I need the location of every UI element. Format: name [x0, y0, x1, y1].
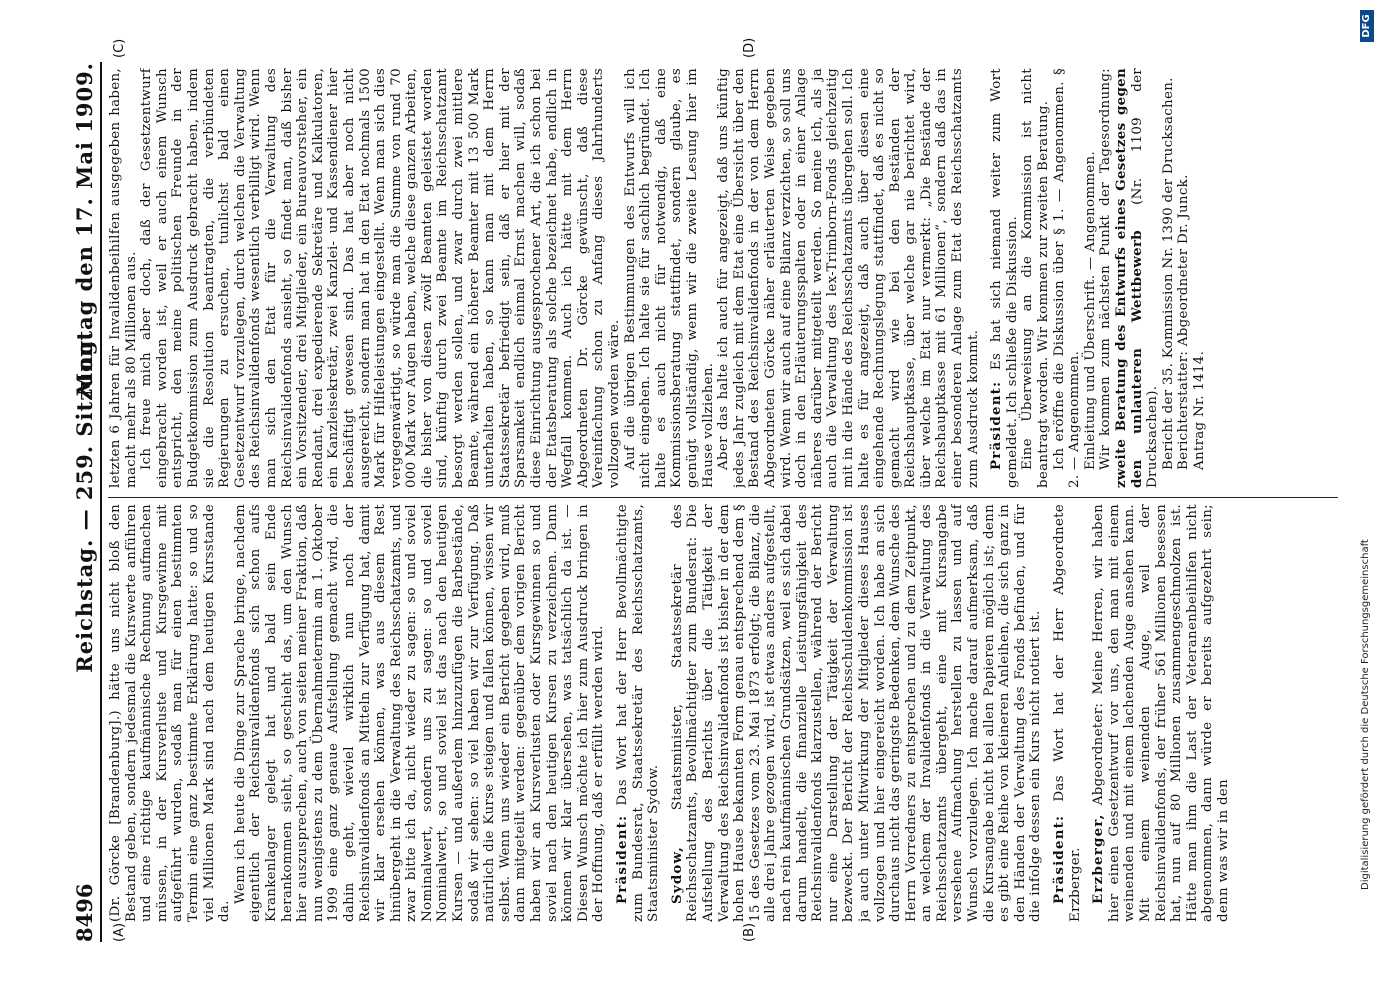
speaker-label: Präsident:: [988, 380, 1005, 470]
margin-marker-c: (C): [112, 38, 127, 58]
speech-paragraph: [989, 68, 1020, 488]
paragraph: Ich freue mich aber doch, daß der Gesetzentwurf eingebracht worden ist, weil er auch einem Wunsch entspricht, den meine politischen Freunde in der Budgetkommission zum Ausdruck gebracht haben, indem sie die Resolution beantragten, die verbündeten Regierungen zu ersuchen, tunlichst bald einen Gesetzentwurf vorzulegen, durch welchen die Verwaltung des Reichsinvalidenfonds wesentlich verbilligt wird. Wenn man sich den Etat für die Verwaltung des Reichsinvalidenfonds ansieht, so findet man, daß bisher ein Vorsitzender, drei Mitglieder, ein Bureauvorsteher, ein Rendant, drei expedierende Sekretäre und Kalkulatoren, ein Kanzleisekretär, zwei Kanzlei- und Kassendiener hier beschäftigt gewesen sind. Das hat aber noch nicht ausgereicht, sondern man hat in den Etat nochmals 1500 Mark für Hilfeleistungen eingestellt. Wenn man sich dies vergegenwärtigt, so würde man die Summe von rund 70 000 Mark vor Augen haben, welche diese ganzen Arbeiten, die bisher von diesen zwölf Beamten geleistet worden sind, künftig durch zwei Beamte im Reichsschatzamt besorgt werden sollen, und zwar durch zwei mittlere Beamte, während ein höherer Beamter mit 13 500 Mark unterhalten haben, so kann man mit dem Herrn Staatssekretär befriedigt sein, daß er hier mit der Sparsamkeit endlich einmal Ernst machen will, sodaß diese Einrichtung ausgesprochener Art, die ich schon bei der Etatsberatung als solche bezeichnet habe, endlich in Wegfall kommen. Auch ich hätte mit dem Herrn Abgeordneten Dr. Görcke gewünscht, daß diese Vereinfachung schon zu Anfang dieses Jahrhunderts vollzogen worden wäre.: [139, 68, 622, 488]
page-header: [70, 62, 102, 942]
speech-text: Das Wort hat der Herr Abgeordnete Erzberger.: [1052, 504, 1083, 922]
paragraph: Einleitung und Überschrift. — Angenommen.: [1082, 150, 1098, 470]
column-divider: [108, 497, 1338, 498]
speech-text: Abgeordneter: Meine Herren, wir haben hier einen Gesetzentwurf vor uns, den man mit einem weinenden und mit einem lachenden Auge ansehen kann. Mit einem weinenden Auge, weil der Reichsinvalidenfonds, der früher 561 Millionen besessen hat, nun auf 80 Millionen zusammengeschmolzen ist. Hätte man ihm die Last der Veteranenbeihilfen nicht abgenommen, dann würde er bereits aufgezehrt sein; denn was wir in den: [1091, 504, 1231, 922]
agenda-intro: Wir kommen zum nächsten Punkt der Tagesordnung:: [1098, 68, 1114, 470]
speaker-label: Präsident:: [1051, 814, 1068, 904]
speech-text: Staatsminister, Staatssekretär des Reichsschatzamts, Bevollmächtigter zum Bundesrat: Die Aufstellung des Berichts über die Tätigkeit der Verwaltung des Reichsinvalidenfonds ist bisher in der dem hohen Hause bekannten Form genau entsprechend dem § 15 des Gesetzes vom 23. Mai 1873 erfolgt; die Bilanz, die alle drei Jahre gezogen wird, ist etwas anders aufgestellt, nach rein kaufmännischen Grundsätzen, weil es sich dabei darum handelt, die finanzielle Leistungsfähigkeit des Reichsinvalidenfonds klarzustellen, während der Bericht nur eine Darstellung der Tätigkeit der Verwaltung bezweckt. Der Bericht der Reichsschuldenkommission ist ja auch unter Mitwirkung der Mitglieder dieses Hauses vollzogen und hier eingereicht worden. Ich habe an sich durchaus nicht das geringste Bedenken, dem Wunsche des Herrn Vorredners zu entsprechen und zu dem Zeitpunkt, an welchem der Invalidenfonds in die Verwaltung des Reichsschatzamts übergeht, eine mit Kursangabe versehene Aufmachung herstellen zu lassen und auf Wunsch vorzulegen. Ich mache darauf aufmerksam, daß die Kursangabe nicht bei allen Papieren möglich ist; denn es gibt eine Reihe von kleineren Anleihen, die sich ganz in den Händen der Verwaltung des Fonds befinden, und für die infolge dessen ein Kurs nicht notiert ist.: [669, 504, 1044, 922]
paragraph: Eine Überweisung an die Kommission ist nicht beantragt worden. Wir kommen zur zweiten Beratung.: [1020, 68, 1052, 488]
paragraph: Bericht der 35. Kommission Nr. 1390 der Drucksachen.: [1160, 77, 1176, 470]
session-title: Reichstag. — 259. Sitzung.: [72, 331, 97, 673]
margin-marker-d: (D): [742, 37, 757, 58]
speech-paragraph: [670, 504, 1044, 922]
margin-marker-a: (A): [112, 922, 127, 942]
speech-text: Das Wort hat der Herr Bevollmächtigte zum Bundesrat, Staatssekretär des Reichsschatzamts, Staatsminister Sydow.: [615, 504, 662, 922]
dfg-logo: DFG: [1360, 10, 1374, 42]
speech-paragraph: [1052, 504, 1083, 922]
paragraph: Ich eröffne die Diskussion über § 1. — Angenommen. § 2. — Angenommen.: [1051, 68, 1083, 488]
paragraph: letzten 6 Jahren für Invalidenbeihilfen ausgegeben haben, macht mehr als 80 Millionen aus.: [108, 68, 139, 488]
speech-paragraph: [615, 504, 662, 922]
paragraph: Wenn ich heute die Dinge zur Sprache bringe, nachdem eigentlich der Reichsinvalidenfonds sich schon aufs Krankenlager gelegt hat und bald sein Ende herankommen sieht, so geschieht das, um den Wunsch hier auszusprechen, auch von seiten meiner Fraktion, daß nun wenigstens zu dem Übernahmetermin am 1. Oktober 1909 eine ganz genaue Aufstellung gemacht wird, die dahin geht, wieviel wirklich nun noch der Reichsinvalidenfonds an Mitteln zur Verfügung hat, damit wir klar ersehen können, was aus diesem Rest hinübergeht in die Verwaltung des Reichsschatzamts, und zwar bitte ich da, nicht wieder zu sagen: so und soviel Nominalwert, sondern uns zu sagen: so und soviel Nominalwert, so und soviel ist das nach den heutigen Kursen — und außerdem hinzuzufügen die Barbestände, sodaß wir sehen: so viel haben wir zur Verfügung. Daß natürlich die Kurse steigen und fallen können, wissen wir selbst. Wenn uns wieder ein Bericht gegeben wird, muß dann mitgeteilt werden: gegenüber dem vorigen Bericht haben wir an Kursverlusten oder Kursgewinnen so und soviel nach den heutigen Kursen zu verzeichnen. Dann können wir klar übersehen, was tatsächlich da ist. — Diesen Wunsch möchte ich hier zum Ausdruck bringen in der Hoffnung, daß er erfüllt werden wird.: [232, 504, 607, 922]
speaker-label: Präsident:: [614, 814, 630, 904]
paragraph: Auf die übrigen Bestimmungen des Entwurfs will ich nicht eingehen. Ich halte sie für sachlich begründet. Ich halte es auch nicht für notwendig, daß eine Kommissionsberatung stattfindet, sondern glaube, es genügt vollständig, wenn wir die zweite Lesung hier im Hause vollziehen.: [622, 68, 716, 488]
session-date: Montag den 17. Mai 1909.: [72, 62, 97, 397]
speaker-label: Erzberger,: [1090, 813, 1107, 904]
page-number: 8496: [72, 883, 97, 942]
margin-marker-b: (B): [742, 922, 757, 942]
speech-text: Es hat sich niemand weiter zum Wort gemeldet. Ich schließe die Diskussion.: [989, 68, 1020, 488]
right-column: [108, 68, 1338, 488]
paragraph: Aber das halte ich auch für angezeigt, daß uns künftig jedes Jahr zugleich mit dem Etat eine Übersicht über den Bestand des Reichsinvalidenfonds in der von dem Herrn Abgeordneten Görcke näher erläuterten Weise gegeben wird. Wenn wir auch auf eine Bilanz verzichten, so soll uns doch in den Erläuterungsspalten oder in einer Anlage näheres darüber mitgeteilt werden. So meine ich, als ja auch die Verwaltung des lex-Trimborn-Fonds gleichzeitig mit in die Hände des Reichsschatzamts übergehen soll. Ich halte es für angezeigt, daß auch über diesen eine eingehende Rechnungslegung stattfindet, daß es nicht so gemacht wird wie bei den Beständen der Reichshauptkasse, über welche gar nie berichtet wird, über welche im Etat nur vermerkt: „Die Bestände der Reichshauptkasse mit 61 Millionen“, sondern daß das in einer besonderen Anlage zum Etat des Reichsschatzamts zum Ausdruck kommt.: [716, 68, 981, 488]
speaker-label: Sydow,: [668, 845, 685, 904]
agenda-title: zweite Beratung des Entwurfs eines Gesetzes gegen den unlauteren Wettbewerb: [1113, 68, 1145, 488]
left-column: [108, 504, 1338, 922]
agenda-reference: (Nr. 1109 der Drucksachen).: [1129, 68, 1161, 488]
digitization-credit: Digitalisierung gefördert durch die Deutsche Forschungsgemeinschaft: [1360, 539, 1371, 890]
paragraph: Berichterstatter: Abgeordneter Dr. Junck.: [1176, 174, 1192, 470]
paragraph: Antrag Nr. 1414.: [1191, 350, 1207, 470]
agenda-item: [1098, 68, 1160, 488]
paragraph: (Dr. Görcke [Brandenburg].) hätte uns nicht bloß den Bestand geben, sondern jedesmal die Kurswerte anführen und eine richtige kaufmännische Rechnung aufmachen müssen, in der Kursverluste und Kursgewinne mit aufgeführt wurden, sodaß man für einen bestimmten Termin eine ganz bestimmte Erklärung hatte: so und so viel Millionen Mark sind nach dem heutigen Kursstande da.: [108, 504, 233, 922]
speech-paragraph: [1091, 504, 1231, 922]
